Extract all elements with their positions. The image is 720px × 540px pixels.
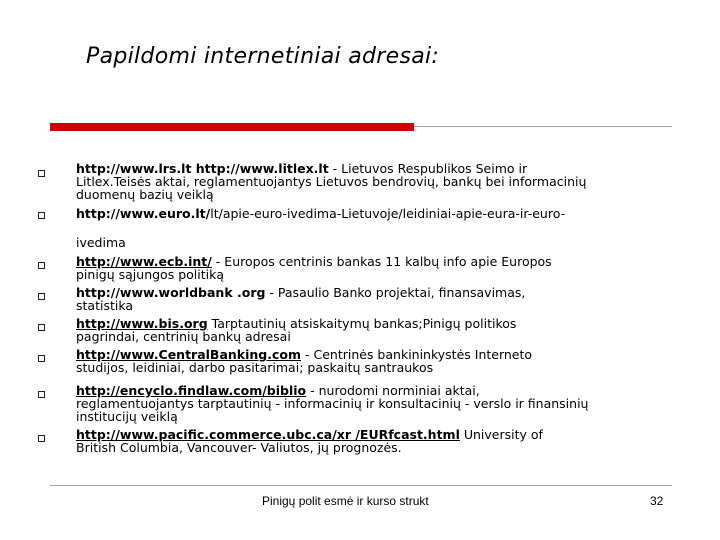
item-link[interactable]: http://encyclo.findlaw.com/biblio [76,383,307,398]
footer-caption: Pinigų polit esmė ir kurso strukt [262,494,429,508]
title-divider [414,126,672,127]
hollow-square-bullet-icon [38,262,45,269]
list-item [76,428,676,454]
item-description: institucijų veiklą [76,409,178,424]
item-description: Centrinės bankininkystės Interneto [313,347,533,362]
item-link[interactable]: http://www.euro.lt/ [76,206,211,221]
hollow-square-bullet-icon [38,293,45,300]
item-link-path[interactable]: lt/apie-euro-ivedima-Lietuvoje/leidiniai-apie-eura-ir-euro- [210,206,566,221]
list-item: http://www.ecb.int/ - Europos centrinis bankas 11 kalbų info apie Europos pinigų sąjungos politiką [76,255,676,281]
list-item: http://www.worldbank .org - Pasaulio Banko projektai, finansavimas, statistika [76,286,676,312]
item-description: pinigų sąjungos politiką [76,267,224,282]
item-description: Lietuvos Respublikos Seimo ir [341,161,528,176]
footer-divider [50,485,672,486]
hollow-square-bullet-icon [38,391,45,398]
hollow-square-bullet-icon [38,170,45,177]
item-link[interactable]: http://www.lrs.lt http://www.litlex.lt [76,161,329,176]
title-accent-rule [50,123,414,131]
item-description: statistika [76,298,134,313]
item-description: duomenų bazių veiklą [76,187,214,202]
item-link[interactable]: http://www.pacific.commerce.ubc.ca/xr /EURfcast.html [76,427,460,442]
page-number: 32 [650,494,664,508]
list-item: http://www.CentralBanking.com - Centrinės bankininkystės Interneto studijos, leidiniai, darbo pasitarimai; paskaitų santraukos [76,348,676,374]
item-description: nurodomi norminiai aktai, [318,383,480,398]
list-item [76,207,676,249]
hollow-square-bullet-icon [38,435,45,442]
list-item [76,317,676,343]
item-description: Tarptautinių atsiskaitymų bankas;Pinigų politikos [211,316,517,331]
item-description: studijos, leidiniai, darbo pasitarimai; paskaitų santraukos [76,360,434,375]
item-link[interactable]: http://www.CentralBanking.com [76,347,302,362]
slide-title: Papildomi internetiniai adresai: [86,44,440,69]
item-link[interactable]: http://www.bis.org [76,316,208,331]
item-link-path-cont: ivedima [76,235,126,250]
item-description: reglamentuojantys tarptautinių - informacinių ir konsultacinių - verslo ir finansinių [76,396,589,411]
item-description: British Columbia, Vancouver- Valiutos, jų prognozės. [76,440,402,455]
item-description: Europos centrinis bankas 11 kalbų info apie Europos [224,254,552,269]
item-description: Litlex.Teisės aktai, reglamentuojantys Lietuvos bendrovių, bankų bei informacinių [76,174,587,189]
hollow-square-bullet-icon [38,324,45,331]
list-item: http://www.lrs.lt http://www.litlex.lt - Lietuvos Respublikos Seimo ir Litlex.Teisės aktai, reglamentuojantys Lietuvos bendrovių, bankų bei informacinių duomenų bazių veiklą [76,162,676,201]
item-description: pagrindai, centrinių bankų adresai [76,329,291,344]
item-link[interactable]: http://www.worldbank .org [76,285,266,300]
list-item: http://encyclo.findlaw.com/biblio - nurodomi norminiai aktai, reglamentuojantys tarptautinių - informacinių ir konsultacinių - verslo ir finansinių institucijų veiklą [76,384,676,423]
item-link[interactable]: http://www.ecb.int/ [76,254,212,269]
hollow-square-bullet-icon [38,212,45,219]
hollow-square-bullet-icon [38,355,45,362]
item-description: Pasaulio Banko projektai, finansavimas, [277,285,526,300]
item-description: University of [463,427,543,442]
